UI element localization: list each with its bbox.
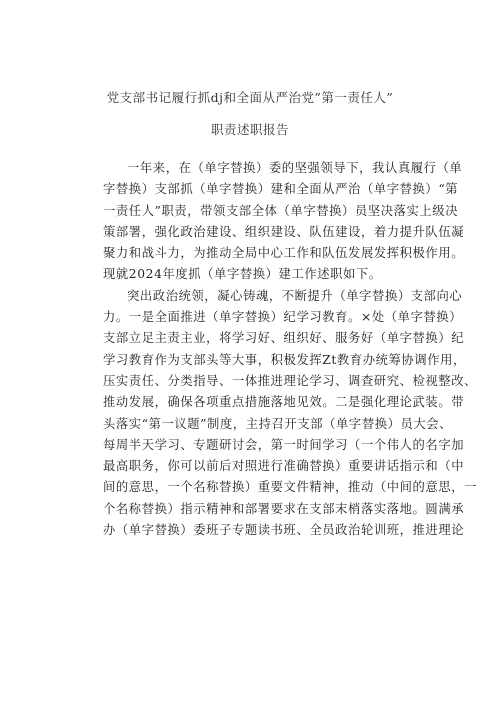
paragraph-1-line: 一责任人”职责，带领支部全体（单字替换）员坚决落实上级决: [103, 203, 459, 218]
paragraph-1-line: 一年来，在（单字替换）委的坚强领导下，我认真履行（单: [127, 161, 463, 175]
paragraph-2-line: 支部立足主责主业，将学习好、组织好、服务好（单字替换）纪: [103, 331, 465, 346]
paragraph-2-line: 学习教育作为支部头等大事，积极发挥Zt教育办统筹协调作用，: [103, 352, 466, 367]
document-title: 党支部书记履行抓dj和全面从严治党”第一责任人”: [106, 90, 394, 105]
paragraph-2-line: 突出政治统领，凝心铸魂，不断提升（单字替换）支部向心: [127, 288, 463, 303]
paragraph-2-line: 办（单字替换）委班子专题读书班、全员政治轮训班，推进理论: [103, 523, 465, 538]
paragraph-2-line: 每周半天学习、专题研讨会，第一时间学习（一个伟人的名字加: [103, 437, 465, 452]
paragraph-2-line: 最高职务，你可以前后对照进行准确替换）重要讲话指示和（中: [103, 459, 465, 474]
paragraph-2-line: 个名称替换）指示精神和部署要求在支部末梢落实落地。圆满承: [103, 501, 465, 516]
paragraph-2-line: 压实责任、分类指导、一体推进理论学习、调查研究、检视整改、: [103, 373, 478, 388]
paragraph-1-line: 现就2024年度抓（单字替换）建工作述职如下。: [103, 267, 382, 282]
document-body: [103, 158, 478, 541]
paragraph-2-line: 头落实“第一议题”制度，主持召开支部（单字替换）员大会、: [103, 416, 453, 431]
paragraph-2-line: 推动发展，确保各项重点措施落地见效。二是强化理论武装。带: [103, 395, 465, 410]
paragraph-2-line: 力。一是全面推进（单字替换）纪学习教育。×处（单字替换）: [103, 310, 463, 325]
document-subtitle: 职责述职报告: [210, 122, 289, 137]
paragraph-2-line: 间的意思，一个名称替换）重要文件精神，推动（中间的意思，一: [103, 480, 478, 495]
paragraph-1-line: 聚力和战斗力，为推动全局中心工作和队伍发展发挥积极作用。: [103, 246, 465, 261]
paragraph-1-line: 字替换）支部抓（单字替换）建和全面从严治（单字替换）“第: [103, 182, 459, 197]
paragraph-1-line: 策部署，强化政治建设、组织建设、队伍建设，着力提升队伍凝: [103, 224, 465, 239]
